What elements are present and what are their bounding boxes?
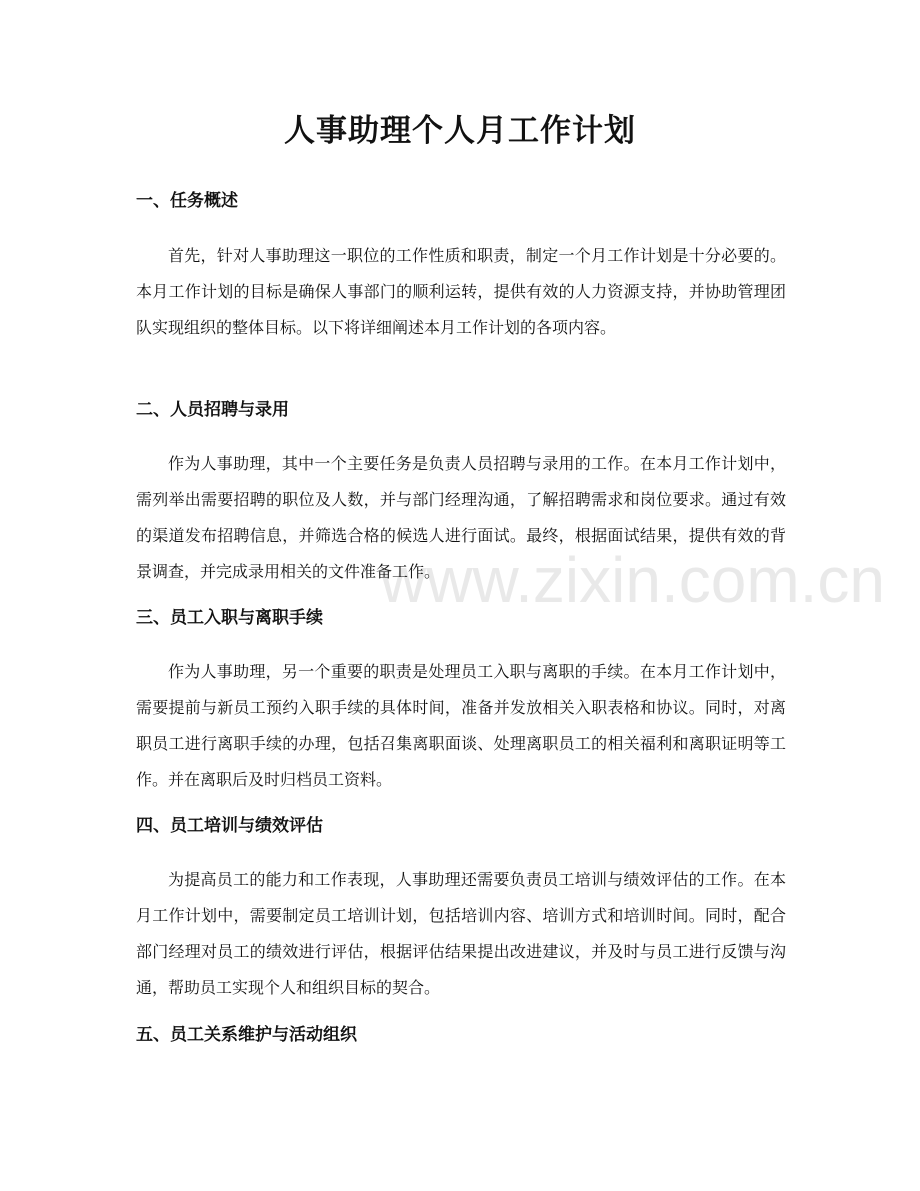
page-title: 人事助理个人月工作计划: [284, 113, 636, 149]
section-body-onboarding: 作为人事助理，另一个重要的职责是处理员工入职与离职的手续。在本月工作计划中，需要提前与新员工预约入职手续的具体时间，准备并发放相关入职表格和协议。同时，对离职员工进行离职手续的办理，包括召集离职面谈、处理离职员工的相关福利和离职证明等工作。并在离职后及时归档员工资料。: [136, 662, 786, 789]
section-heading-training: 四、员工培训与绩效评估: [136, 816, 323, 836]
watermark-text: www.zixin.com.cn: [380, 544, 885, 616]
section-heading-overview: 一、任务概述: [136, 191, 238, 211]
section-heading-onboarding: 三、员工入职与离职手续: [136, 608, 323, 628]
section-body-recruitment: 作为人事助理，其中一个主要任务是负责人员招聘与录用的工作。在本月工作计划中，需列举出需要招聘的职位及人数，并与部门经理沟通，了解招聘需求和岗位要求。通过有效的渠道发布招聘信息，并筛选合格的候选人进行面试。最终，根据面试结果，提供有效的背景调查，并完成录用相关的文件准备工作。: [136, 454, 786, 581]
section-body-training: 为提高员工的能力和工作表现，人事助理还需要负责员工培训与绩效评估的工作。在本月工作计划中，需要制定员工培训计划，包括培训内容、培训方式和培训时间。同时，配合部门经理对员工的绩效进行评估，根据评估结果提出改进建议，并及时与员工进行反馈与沟通，帮助员工实现个人和组织目标的契合。: [136, 870, 786, 997]
section-heading-recruitment: 二、人员招聘与录用: [136, 400, 289, 420]
section-body-overview: 首先，针对人事助理这一职位的工作性质和职责，制定一个月工作计划是十分必要的。本月工作计划的目标是确保人事部门的顺利运转，提供有效的人力资源支持，并协助管理团队实现组织的整体目标。以下将详细阐述本月工作计划的各项内容。: [136, 246, 786, 337]
section-heading-relations: 五、员工关系维护与活动组织: [136, 1025, 357, 1045]
